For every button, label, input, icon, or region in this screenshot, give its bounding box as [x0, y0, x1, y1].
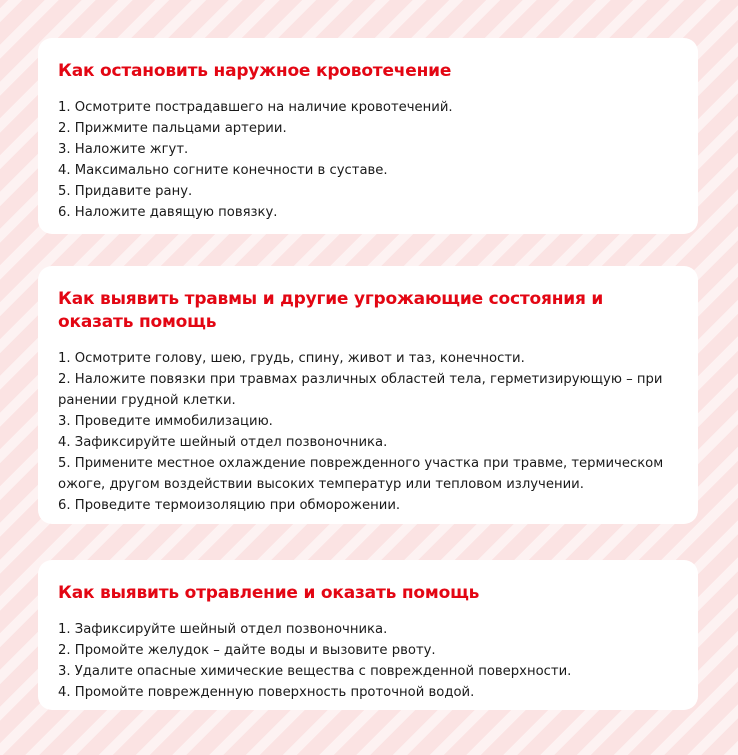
list-item: 2. Промойте желудок – дайте воды и вызовите рвоту. — [58, 643, 436, 658]
list-item: 3. Удалите опасные химические вещества с поврежденной поверхности. — [58, 664, 572, 679]
list-item: 1. Осмотрите голову, шею, грудь, спину, живот и таз, конечности. — [58, 351, 525, 366]
steps-list — [58, 619, 672, 703]
list-item: 3. Проведите иммобилизацию. — [58, 414, 273, 429]
list-item: 2. Прижмите пальцами артерии. — [58, 121, 287, 136]
section-title: Как выявить отравление и оказать помощь — [58, 583, 480, 603]
list-item: 4. Максимально согните конечности в суставе. — [58, 163, 388, 178]
list-item: 2. Наложите повязки при травмах различных областей тела, герметизирующую – при ранении грудной клетки. — [58, 372, 663, 408]
list-item: 4. Промойте поврежденную поверхность проточной водой. — [58, 685, 475, 700]
steps-list — [58, 97, 672, 223]
list-item: 4. Зафиксируйте шейный отдел позвоночника. — [58, 435, 388, 450]
list-item: 6. Проведите термоизоляцию при обморожении. — [58, 498, 401, 513]
list-item: 3. Наложите жгут. — [58, 142, 189, 157]
list-item: 6. Наложите давящую повязку. — [58, 205, 278, 220]
section-card-poisoning — [38, 560, 698, 710]
section-title: Как остановить наружное кровотечение — [58, 61, 452, 81]
steps-list — [58, 348, 672, 516]
list-item: 1. Зафиксируйте шейный отдел позвоночника. — [58, 622, 388, 637]
section-card-external-bleeding — [38, 38, 698, 234]
list-item: 5. Придавите рану. — [58, 184, 193, 199]
list-item: 5. Примените местное охлаждение поврежденного участка при травме, термическом ожоге, другом воздействии высоких температур или тепловом излучении. — [58, 456, 664, 492]
list-item: 1. Осмотрите пострадавшего на наличие кровотечений. — [58, 100, 453, 115]
section-title: Как выявить травмы и другие угрожающие состояния и оказать помощь — [58, 289, 604, 332]
section-card-injuries — [38, 266, 698, 524]
